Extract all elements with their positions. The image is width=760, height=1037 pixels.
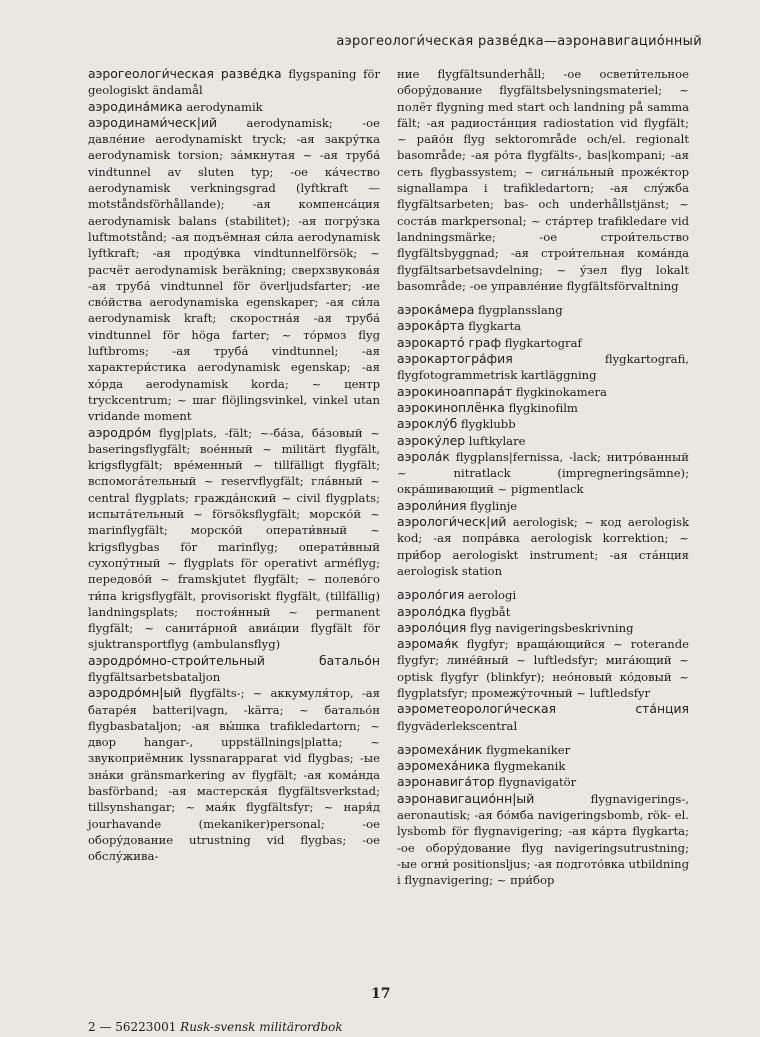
definition: flygplans|fernissa, -lack; нитро́ванный ~ nitratlack (impregneringsämne); окра́шивающий ~ pigmentlack xyxy=(397,449,690,497)
dictionary-entry xyxy=(88,425,380,653)
left-column xyxy=(88,66,380,865)
headword: аэрометеорологи́ческая ста́нция xyxy=(397,701,689,717)
headword: аэроли́ния xyxy=(397,497,467,513)
headword: аэроло́ция xyxy=(397,619,467,635)
definition: flygmekaniker xyxy=(486,742,571,757)
definition: flygkartograf xyxy=(504,335,582,350)
headword: аэроло́дка xyxy=(397,603,466,619)
dictionary-entry xyxy=(397,636,689,701)
headword: аэроло́гия xyxy=(397,587,465,603)
headword: аэродро́мно-строи́тельный батальо́н xyxy=(88,652,380,668)
definition: flyglinje xyxy=(470,498,518,513)
definition: flygfälts-; ~ аккумуля́тор, -ая батаре́я batteri|vagn, -kärra; ~ батальо́н flygbasbataljon; -ая вы́шка trafikledartorn; ~ двор hangar-, uppställnings|platta; ~ звукоприёмник lyssnarapparat vid flygbas; -ые зна́ки gränsmarkering av flygfält; -ая кома́нда basförband; -ая мастерска́я flygfältsverkstad; tillsynshangar; ~ мая́к flygfältsfyr; ~ наря́д jourhavande (mekaniker)personal; -ое обору́дование utrustning vid flygbas; -ое обслу́жива- xyxy=(88,686,380,864)
dictionary-entry xyxy=(397,335,689,351)
dictionary-entry xyxy=(88,115,380,425)
definition: flygspaning för geologiskt ändamål xyxy=(88,67,380,98)
headword: аэрокиноплёнка xyxy=(397,399,505,415)
dictionary-entry xyxy=(88,99,380,115)
headword: аэронавигацио́нн|ый xyxy=(397,790,535,806)
dictionary-entry xyxy=(397,384,689,400)
dictionary-entry xyxy=(397,400,689,416)
definition: flygkarta xyxy=(468,319,522,334)
definition: aerologi xyxy=(468,588,517,603)
dictionary-entry xyxy=(397,433,689,449)
definition: flyg navigeringsbeskrivning xyxy=(469,620,634,635)
definition: flygnavigatör xyxy=(498,775,577,790)
signature-title: Rusk-svensk militärordbok xyxy=(180,1020,343,1034)
definition: flygkinokamera xyxy=(515,384,607,399)
headword: аэрогеологи́ческая разве́дка xyxy=(88,66,282,81)
definition: luftkylare xyxy=(468,433,526,448)
signature-code: 2 — 56223001 xyxy=(88,1020,177,1034)
headword: аэромая́к xyxy=(397,636,459,652)
page-number: 17 xyxy=(371,986,391,1002)
dictionary-entry xyxy=(397,498,689,514)
dictionary-entry xyxy=(397,66,689,294)
definition: flygklubb xyxy=(460,417,516,432)
dictionary-entry xyxy=(397,620,689,636)
definition: flygbåt xyxy=(469,604,511,619)
headword: аэроклу́б xyxy=(397,416,458,432)
dictionary-entry xyxy=(397,318,689,334)
headword: аэродро́м xyxy=(88,424,152,440)
definition: flygväderlekscentral xyxy=(397,718,518,733)
dictionary-entry xyxy=(397,791,689,889)
dictionary-entry xyxy=(397,302,689,318)
headword: аэронавига́тор xyxy=(397,774,495,790)
running-head: аэрогеологи́ческая разве́дка—аэронавигацио́нный xyxy=(336,34,702,49)
dictionary-entry xyxy=(397,416,689,432)
headword: аэрологи́ческ|ий xyxy=(397,514,507,530)
printer-signature xyxy=(88,1020,343,1034)
definition: aerodynamik xyxy=(186,99,263,114)
definition: flygkinofilm xyxy=(508,400,578,415)
definition: flygkartografi, flygfotogrammetrisk kartläggning xyxy=(397,352,689,383)
definition: ние flygfältsunderhåll; -ое освети́тельное обору́дование flygfältsbelysningsmateriel; ~ полёт flygning med start och landning på samma fält; -ая радиоста́нция radiostation vid flygfält; ~ райо́н flyg sektorområde och/el. regionalt basområde; -ая ро́та flygfälts-, bas|kompani; -ая сеть flygbassystem; ~ сигна́льный проже́ктор signallampa i trafikledartorn; -ая слу́жба flygfältsarbeten; bas- och underhållstjänst; ~ соста́в markpersonal; ~ ста́ртер trafikledare vid landningsmärke; -ое строи́тельство flygfältsbyggnad; -ая строи́тельная кома́нда flygfältsarbetsavdelning; ~ у́зел flyg lokalt basområde; -ое управле́ние flygfältsförvaltning xyxy=(397,67,689,293)
headword: аэрока́мера xyxy=(397,302,475,318)
dictionary-entry xyxy=(397,587,689,603)
dictionary-entry xyxy=(397,514,689,579)
dictionary-entry xyxy=(397,351,689,384)
headword: аэрока́рта xyxy=(397,318,465,334)
dictionary-entry xyxy=(88,685,380,864)
dictionary-entry xyxy=(88,66,380,99)
headword: аэрокиноаппара́т xyxy=(397,383,513,399)
headword: аэрокартó граф xyxy=(397,334,502,350)
headword: аэрокартогра́фия xyxy=(397,351,513,367)
headword: аэромеха́ник xyxy=(397,741,483,757)
definition: flyg|plats, -fält; ~-ба́за, ба́зовый ~ baseringsflygfält; вое́нный ~ militärt flygfält, krigsflygfält; вре́менный ~ tillfälligt flygfält; вспомога́тельный ~ reservflygfält; гла́вный ~ central flygplats; гражда́нский ~ civil flygplats; испыта́тельный ~ försöksflygfält; морско́й ~ marinflygfält; морско́й операти́вный ~ krigsflygbas för marinflyg; операти́вный сухопу́тный ~ flygplats för operativt arméflyg; передово́й ~ framskjutet flygfält; ~ полево́го ти́па krigsflygfält, provisoriskt flygfält, (tillfällig) landningsplats; постоя́нный ~ permanent flygfält; ~ санита́рной авиа́ции flygfält för sjuktransportflyg (ambulansflyg) xyxy=(88,425,381,652)
definition: aerologisk; ~ код aerologisk kod; -ая попра́вка aerologisk korrektion; ~ при́бор aerologiskt instrument; -ая ста́нция aerologisk station xyxy=(397,515,690,578)
dictionary-entry xyxy=(397,774,689,790)
dictionary-entry xyxy=(397,604,689,620)
right-column xyxy=(397,66,689,889)
headword: аэромеха́ника xyxy=(397,758,490,774)
definition: flygplansslang xyxy=(478,303,563,318)
definition: flygnavigerings-, aeronautisk; -ая бо́мба navigeringsbomb, rök- el. lysbomb för flygnavigering; -ая ка́рта flygkarta; -ое обору́дование flyg navigeringsutrustning; -ые огни́ positionsljus; -ая подгото́вка utbildning i flygnavigering; ~ при́бор xyxy=(397,791,689,888)
dictionary-entry xyxy=(397,449,689,498)
definition: flygfältsarbetsbataljon xyxy=(88,669,221,684)
dictionary-entry xyxy=(397,758,689,774)
headword: аэродро́мн|ый xyxy=(88,685,182,701)
dictionary-entry xyxy=(88,653,380,686)
dictionary-entry xyxy=(397,742,689,758)
dictionary-entry xyxy=(397,701,689,734)
headword: аэрола́к xyxy=(397,448,450,464)
headword: аэродинами́ческ|ий xyxy=(88,114,218,130)
headword: аэродина́мика xyxy=(88,98,183,114)
definition: flygmekanik xyxy=(493,759,566,774)
headword: аэроку́лер xyxy=(397,432,466,448)
definition: flygfyr; враща́ющийся ~ roterande flygfyr; лине́йный ~ luftledsfyr; мига́ющий ~ optisk flygfyr (blinkfyr); нео́новый ко́довый ~ flygplatsfyr; промежу́точный ~ luftledsfyr xyxy=(397,637,690,700)
definition: aerodynamisk; -ое давле́ние aerodynamiskt tryck; -ая закру́тка aerodynamisk torsion; за́мкнутая ~ -ая труба́ vindtunnel av sluten typ; -ое ка́чество aerodynamisk verkningsgrad (lyftkraft — motståndsförhållande); -ая компенса́ция aerodynamisk balans (stabilitet); -ая погру́зка luftmotstånd; -ая подъёмная си́ла aerodynamisk lyftkraft; -ая проду́вка vindtunnelförsök; ~ расчёт aerodynamisk beräkning; сверхзвукова́я -ая труба́ vindtunnel för överljudsfarter; -ие сво́йства aerodynamiska egenskaper; -ая си́ла aerodynamisk kraft; скоростна́я -ая труба́ vindtunnel för höga farter; ~ то́рмоз flyg luftbroms; -ая труба́ vindtunnel; -ая характери́стика aerodynamisk egenskap; -ая хо́рда aerodynamisk korda; ~ центр tryckcentrum; ~ шаг flöjlingsvinkel, vinkel utan vridande moment xyxy=(88,115,380,424)
